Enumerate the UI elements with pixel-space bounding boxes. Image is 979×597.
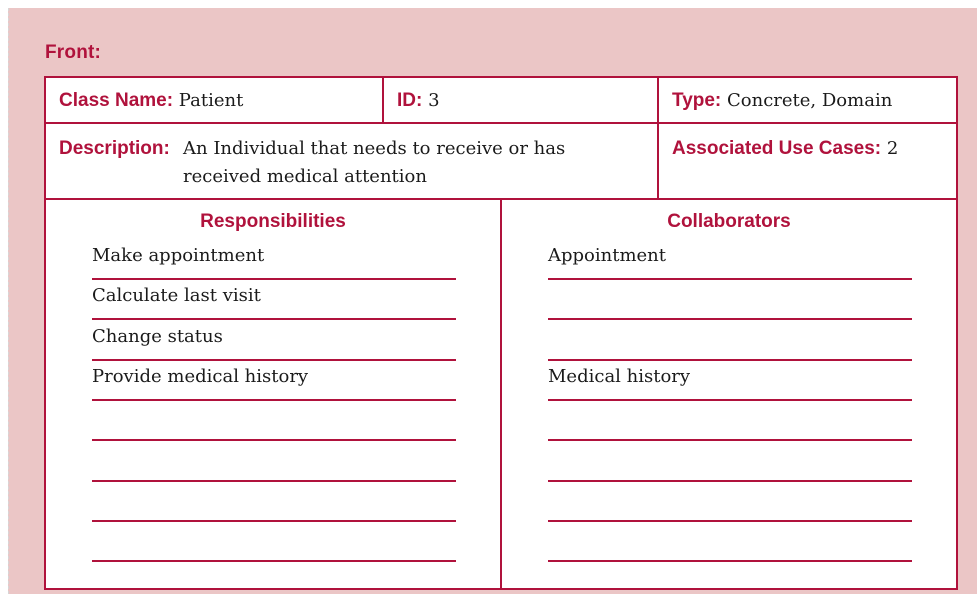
collaborator-row-line <box>548 520 912 522</box>
id-label: ID: <box>397 90 423 111</box>
collaborator-row-line <box>548 278 912 280</box>
associated-use-cases-label: Associated Use Cases: <box>672 138 882 159</box>
responsibility-row-text: Make appointment <box>92 245 265 266</box>
description-value: An Individual that needs to receive or has received medical attention <box>183 138 566 187</box>
responsibilities-heading: Responsibilities <box>200 211 346 232</box>
id-cell <box>397 87 440 114</box>
type-label: Type: <box>672 90 722 111</box>
responsibility-row-text: Provide medical history <box>92 365 309 387</box>
collaborator-row-text: Appointment <box>548 245 667 266</box>
type-value: Concrete, Domain <box>727 90 893 111</box>
id-value: 3 <box>428 90 440 111</box>
responsibility-row-line <box>92 560 456 562</box>
class-name-value: Patient <box>178 90 244 111</box>
collaborator-row-text: Medical history <box>548 365 691 387</box>
description-label: Description: <box>59 138 170 159</box>
collaborator-row-line <box>548 560 912 562</box>
front-label: Front: <box>45 42 102 63</box>
responsibility-row-line <box>92 480 456 482</box>
collaborator-row-line <box>548 480 912 482</box>
responsibility-row-line <box>92 318 456 320</box>
responsibility-row-line <box>92 399 456 401</box>
class-name-label: Class Name: <box>59 90 174 111</box>
responsibility-row-line <box>92 278 456 280</box>
collaborator-row-line <box>548 399 912 401</box>
header-split-1 <box>382 78 384 122</box>
responsibility-row-text: Change status <box>92 325 223 347</box>
header-divider <box>46 122 956 124</box>
associated-use-cases-value: 2 <box>886 138 899 159</box>
collaborator-row-line <box>548 359 912 361</box>
associated-use-cases-cell <box>672 135 898 162</box>
responsibility-row-line <box>92 359 456 361</box>
collaborator-row-line <box>548 439 912 441</box>
collaborators-heading: Collaborators <box>667 211 791 232</box>
columns-split <box>500 198 502 588</box>
header-split-2 <box>657 78 659 198</box>
responsibility-row-text: Calculate last visit <box>92 285 261 307</box>
responsibility-row-line <box>92 520 456 522</box>
card-frame <box>8 8 977 594</box>
type-cell <box>672 87 892 114</box>
class-name-cell <box>59 87 243 114</box>
collaborator-row-line <box>548 318 912 320</box>
crc-card <box>44 76 958 590</box>
responsibility-row-line <box>92 439 456 441</box>
